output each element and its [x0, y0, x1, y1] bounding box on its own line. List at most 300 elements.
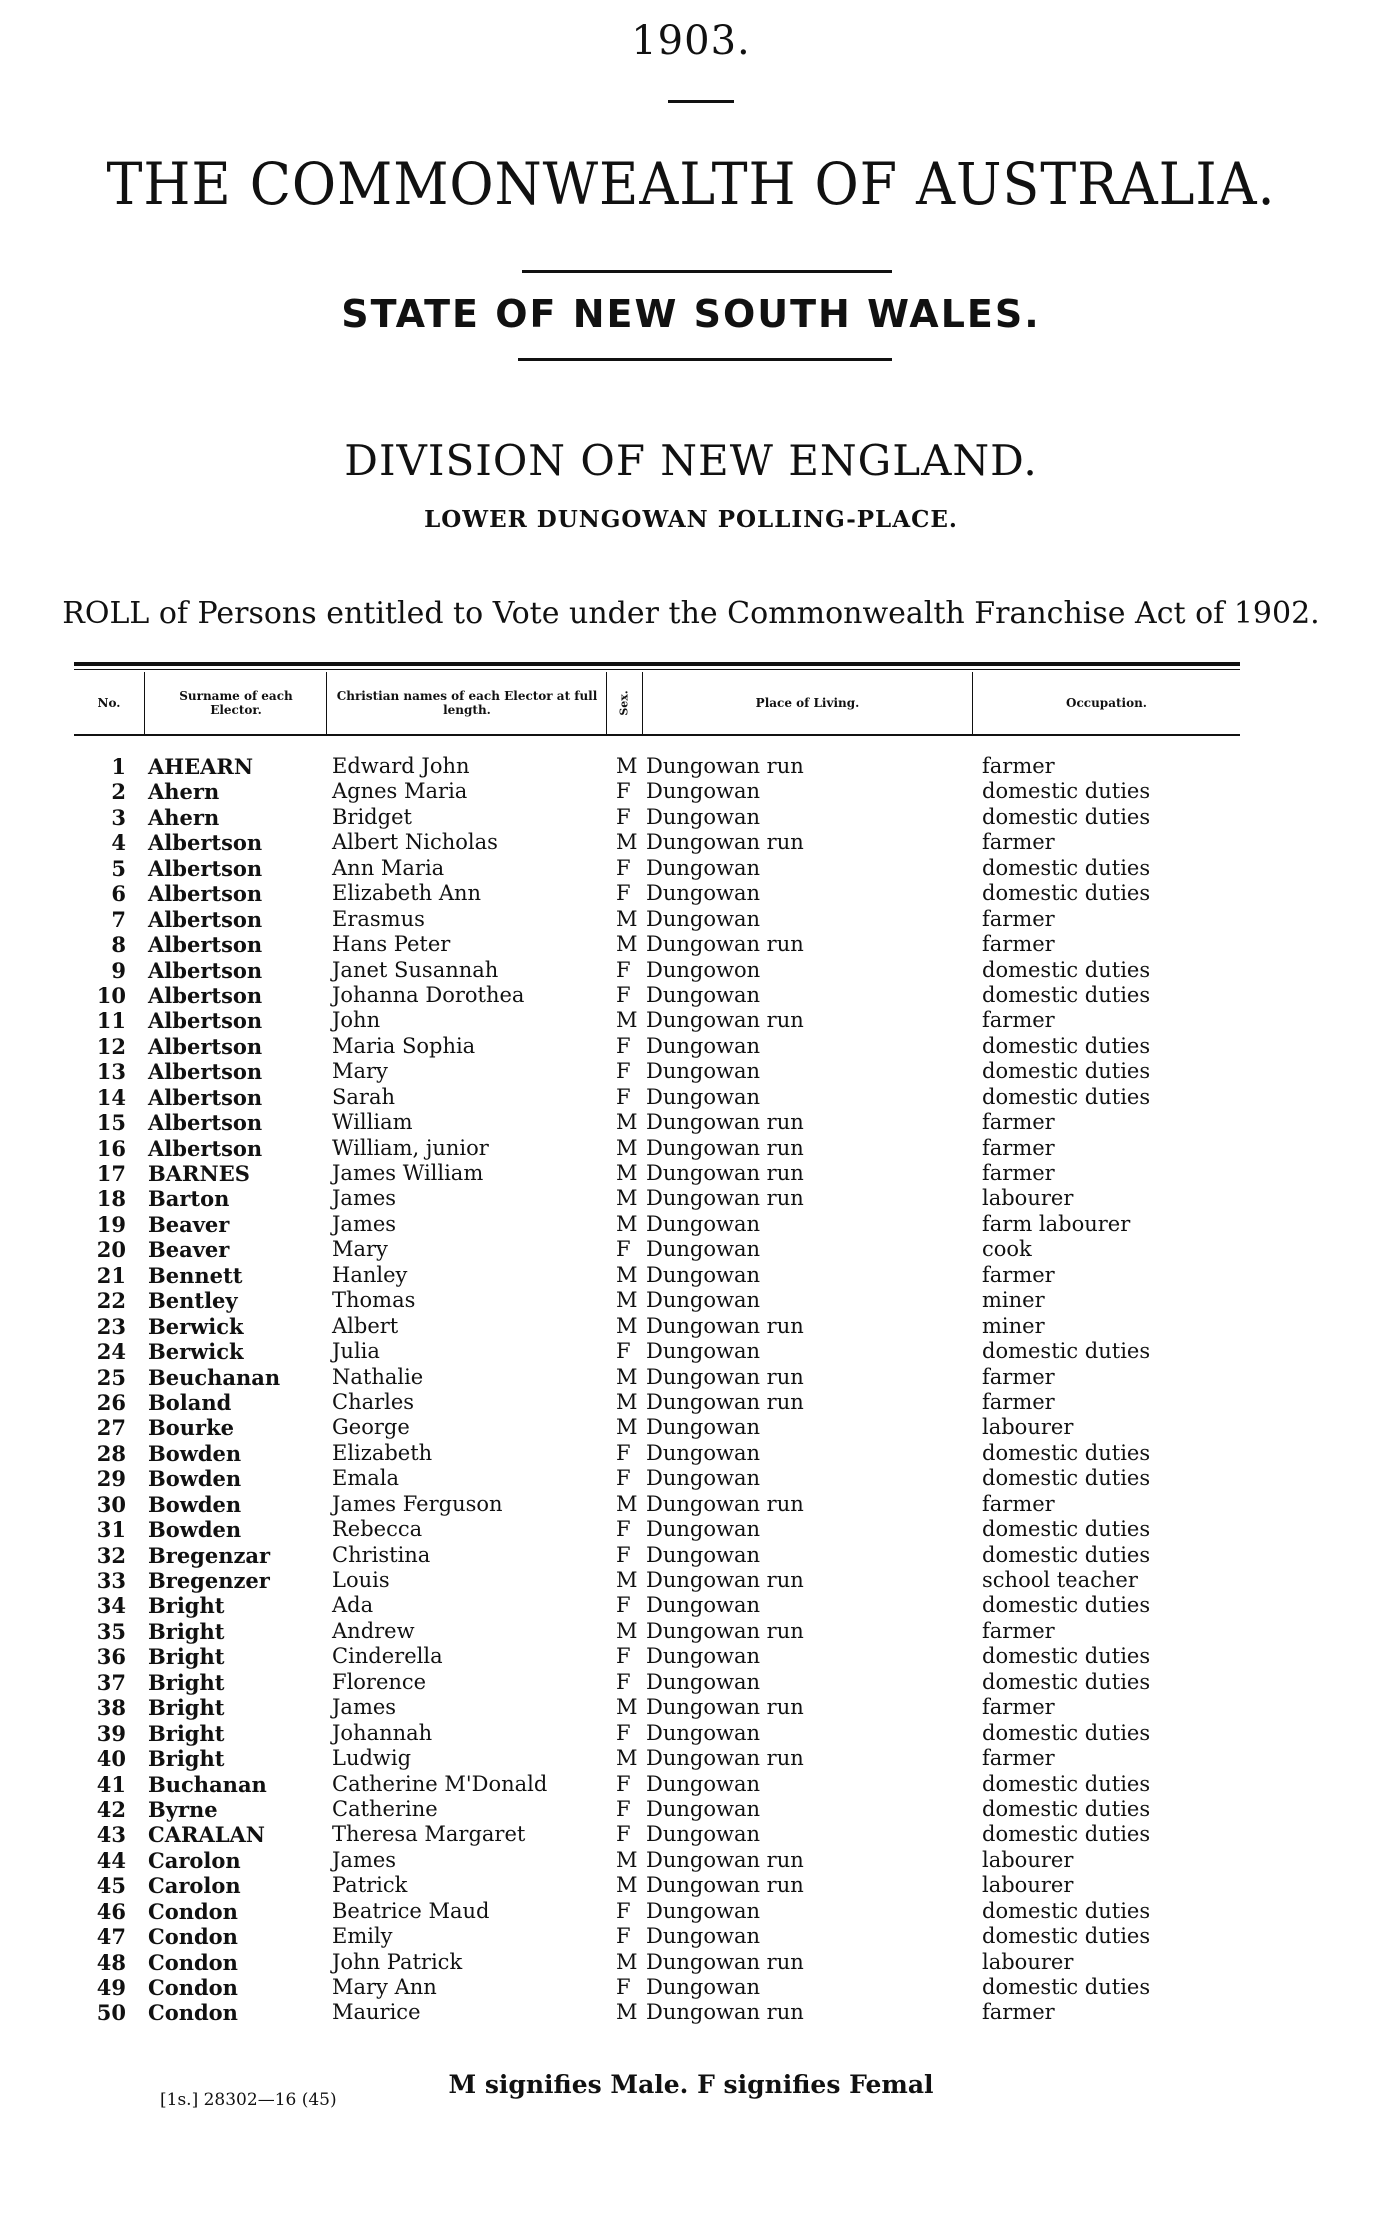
cell-occupation: farmer	[982, 1491, 1055, 1516]
cell-occupation: farmer	[982, 1364, 1055, 1389]
cell-surname: Bowden	[148, 1517, 242, 1543]
cell-place: Dungowan run	[646, 1008, 804, 1033]
table-row	[0, 1899, 1382, 1924]
cell-occupation: domestic duties	[982, 804, 1151, 829]
cell-occupation: domestic duties	[982, 1924, 1151, 1949]
cell-no: 49	[96, 1975, 126, 2000]
cell-place: Dungowan	[646, 1517, 760, 1542]
cell-surname: Albertson	[148, 932, 263, 958]
cell-no: 9	[111, 957, 126, 983]
print-reference: [1s.] 28302—16 (45)	[160, 2090, 337, 2110]
cell-place: Dungowan	[646, 1644, 760, 1669]
table-row	[0, 856, 1382, 881]
cell-no: 47	[96, 1924, 126, 1950]
cell-christian-names: Catherine	[332, 1796, 438, 1821]
cell-no: 17	[96, 1161, 126, 1186]
cell-christian-names: Maria Sophia	[332, 1033, 476, 1058]
cell-no: 35	[96, 1618, 126, 1644]
cell-place: Dungowan run	[646, 1568, 804, 1592]
cell-occupation: domestic duties	[982, 1033, 1151, 1058]
cell-sex: M	[616, 1491, 638, 1516]
table-rule-top	[74, 662, 1240, 666]
cell-sex: M	[616, 1110, 638, 1135]
cell-sex: M	[616, 1389, 638, 1414]
cell-sex: M	[616, 754, 638, 778]
cell-christian-names: Albert Nicholas	[332, 830, 498, 855]
table-row	[0, 907, 1382, 932]
cell-occupation: labourer	[982, 1186, 1074, 1211]
table-row	[0, 1136, 1382, 1161]
cell-surname: Bright	[148, 1720, 225, 1746]
cell-sex: F	[616, 1720, 631, 1745]
header-sex	[607, 672, 642, 734]
cell-sex: M	[616, 830, 638, 855]
cell-sex: M	[616, 1873, 638, 1898]
cell-place: Dungowan	[646, 1262, 760, 1287]
cell-surname: Albertson	[148, 957, 263, 983]
table-row	[0, 958, 1382, 983]
cell-christian-names: Patrick	[332, 1873, 408, 1898]
cell-occupation: labourer	[982, 1873, 1074, 1898]
cell-christian-names: Julia	[332, 1339, 380, 1364]
cell-no: 4	[111, 830, 126, 856]
header-christian-names: Christian names of each Elector at full length.	[336, 689, 598, 717]
cell-sex: F	[616, 1517, 631, 1542]
header-place: Place of Living.	[755, 696, 860, 710]
table-row	[0, 1822, 1382, 1847]
cell-surname: Albertson	[148, 1033, 263, 1059]
cell-sex: F	[616, 855, 631, 880]
cell-place: Dungowan run	[646, 1618, 804, 1643]
cell-place: Dungowan	[646, 1415, 760, 1440]
cell-sex: M	[616, 1568, 638, 1592]
cell-surname: Ahern	[148, 779, 220, 805]
cell-no: 2	[111, 779, 126, 805]
cell-sex: M	[616, 1211, 638, 1236]
cell-occupation: domestic duties	[982, 779, 1151, 804]
cell-no: 21	[96, 1262, 126, 1288]
cell-surname: Beuchanan	[148, 1364, 281, 1390]
table-row	[0, 1924, 1382, 1949]
cell-occupation: cook	[982, 1237, 1032, 1262]
table-row	[0, 805, 1382, 830]
cell-sex: F	[616, 1339, 631, 1364]
table-row	[0, 779, 1382, 804]
cell-occupation: domestic duties	[982, 1796, 1151, 1821]
cell-christian-names: Thomas	[332, 1288, 416, 1313]
table-row	[0, 1110, 1382, 1135]
cell-occupation: domestic duties	[982, 1898, 1151, 1923]
state-rule-top	[522, 270, 892, 273]
table-row	[0, 1644, 1382, 1669]
cell-place: Dungowan	[646, 1669, 760, 1694]
cell-no: 46	[96, 1898, 126, 1924]
table-row	[0, 1339, 1382, 1364]
cell-sex: F	[616, 1059, 631, 1084]
table-row	[0, 1848, 1382, 1873]
cell-no: 30	[96, 1491, 126, 1517]
cell-place: Dungowan run	[646, 1873, 804, 1898]
table-row	[0, 1186, 1382, 1211]
cell-occupation: labourer	[982, 1415, 1074, 1440]
cell-surname: Berwick	[148, 1339, 244, 1365]
column-divider	[144, 672, 145, 734]
cell-sex: M	[616, 1695, 638, 1720]
cell-place: Dungowan	[646, 982, 760, 1007]
cell-christian-names: William	[332, 1110, 413, 1135]
cell-christian-names: Agnes Maria	[332, 779, 468, 804]
cell-surname: Albertson	[148, 1110, 263, 1136]
cell-no: 37	[96, 1669, 126, 1695]
cell-christian-names: Maurice	[332, 2000, 421, 2025]
cell-occupation: farmer	[982, 1618, 1055, 1643]
cell-christian-names: Emala	[332, 1466, 399, 1491]
cell-surname: CARALAN	[148, 1822, 266, 1848]
table-row	[0, 1873, 1382, 1898]
header-sex-label: Sex.	[617, 690, 631, 716]
cell-no: 15	[96, 1110, 126, 1136]
table-header-rule-bottom	[74, 734, 1240, 736]
cell-christian-names: Louis	[332, 1568, 390, 1592]
cell-christian-names: Andrew	[332, 1618, 415, 1643]
state-rule-bottom	[518, 358, 892, 361]
cell-no: 40	[96, 1746, 126, 1772]
cell-occupation: domestic duties	[982, 1593, 1151, 1618]
cell-place: Dungowan	[646, 1288, 760, 1313]
table-row	[0, 1492, 1382, 1517]
cell-surname: Albertson	[148, 1008, 263, 1034]
cell-christian-names: Mary	[332, 1237, 388, 1262]
cell-christian-names: Emily	[332, 1924, 393, 1949]
cell-christian-names: George	[332, 1415, 410, 1440]
cell-no: 41	[96, 1771, 126, 1797]
cell-place: Dungowan run	[646, 1161, 804, 1185]
cell-no: 14	[96, 1084, 126, 1110]
cell-place: Dungowan run	[646, 830, 804, 855]
cell-surname: Bowden	[148, 1491, 242, 1517]
table-row	[0, 1466, 1382, 1491]
cell-no: 8	[111, 932, 126, 958]
cell-no: 34	[96, 1593, 126, 1619]
cell-occupation: farmer	[982, 1389, 1055, 1414]
cell-surname: Condon	[148, 2000, 238, 2026]
cell-no: 22	[96, 1288, 126, 1314]
table-row	[0, 1212, 1382, 1237]
cell-christian-names: Edward John	[332, 754, 470, 778]
cell-surname: Albertson	[148, 855, 263, 881]
cell-sex: F	[616, 1237, 631, 1262]
cell-surname: Bregenzer	[148, 1568, 270, 1593]
cell-place: Dungowan	[646, 1440, 760, 1465]
table-row	[0, 1263, 1382, 1288]
cell-sex: M	[616, 1847, 638, 1872]
cell-surname: Bregenzar	[148, 1542, 271, 1568]
cell-sex: F	[616, 982, 631, 1007]
cell-place: Dungowan	[646, 1975, 760, 1999]
cell-occupation: labourer	[982, 1847, 1074, 1872]
cell-no: 25	[96, 1364, 126, 1390]
cell-christian-names: Ludwig	[332, 1746, 412, 1771]
cell-sex: F	[616, 1898, 631, 1923]
cell-no: 18	[96, 1186, 126, 1212]
cell-place: Dungowan run	[646, 932, 804, 957]
table-row	[0, 1568, 1382, 1593]
cell-sex: F	[616, 1924, 631, 1949]
header-occupation: Occupation.	[1066, 696, 1147, 710]
cell-sex: M	[616, 1313, 638, 1338]
table-row	[0, 1441, 1382, 1466]
cell-christian-names: Hans Peter	[332, 932, 451, 957]
cell-sex: M	[616, 1161, 638, 1185]
cell-surname: Bright	[148, 1695, 225, 1721]
cell-no: 5	[111, 855, 126, 881]
cell-christian-names: Ann Maria	[332, 855, 445, 880]
cell-place: Dungowan	[646, 1237, 760, 1262]
cell-occupation: farm labourer	[982, 1211, 1131, 1236]
cell-place: Dungowan run	[646, 1186, 804, 1211]
header-no: No.	[97, 696, 121, 710]
cell-no: 33	[96, 1568, 126, 1593]
table-row	[0, 881, 1382, 906]
cell-no: 20	[96, 1237, 126, 1263]
cell-occupation: domestic duties	[982, 1339, 1151, 1364]
cell-surname: Boland	[148, 1389, 232, 1415]
cell-surname: Bentley	[148, 1288, 238, 1314]
cell-no: 32	[96, 1542, 126, 1568]
cell-christian-names: Ada	[332, 1593, 374, 1618]
cell-christian-names: Mary Ann	[332, 1975, 437, 1999]
cell-surname: Albertson	[148, 1135, 263, 1161]
cell-place: Dungowan	[646, 804, 760, 829]
cell-place: Dungowan run	[646, 1746, 804, 1771]
table-row	[0, 2000, 1382, 2025]
cell-place: Dungowan	[646, 779, 760, 804]
cell-occupation: domestic duties	[982, 1440, 1151, 1465]
cell-place: Dungowan	[646, 1924, 760, 1949]
cell-place: Dungowan run	[646, 1364, 804, 1389]
cell-surname: Albertson	[148, 906, 263, 932]
cell-occupation: farmer	[982, 754, 1055, 778]
cell-occupation: domestic duties	[982, 1466, 1151, 1491]
cell-place: Dungowan run	[646, 1949, 804, 1974]
cell-sex: M	[616, 1135, 638, 1160]
division-heading: DIVISION OF NEW ENGLAND.	[344, 436, 1038, 485]
table-row	[0, 1619, 1382, 1644]
cell-no: 43	[96, 1822, 126, 1848]
cell-sex: M	[616, 932, 638, 957]
cell-occupation: domestic duties	[982, 1542, 1151, 1567]
table-row	[0, 983, 1382, 1008]
table-row	[0, 1746, 1382, 1771]
cell-christian-names: Sarah	[332, 1084, 395, 1109]
cell-occupation: farmer	[982, 1746, 1055, 1771]
cell-surname: Beaver	[148, 1237, 230, 1263]
cell-surname: Albertson	[148, 1084, 263, 1110]
cell-place: Dungowan	[646, 1796, 760, 1821]
commonwealth-heading: THE COMMONWEALTH OF AUSTRALIA.	[106, 150, 1276, 218]
cell-no: 50	[96, 2000, 126, 2026]
cell-christian-names: James	[332, 1186, 397, 1211]
table-row	[0, 830, 1382, 855]
cell-christian-names: James William	[332, 1161, 484, 1185]
cell-christian-names: Nathalie	[332, 1364, 424, 1389]
cell-occupation: farmer	[982, 906, 1055, 931]
column-divider	[326, 672, 327, 734]
cell-place: Dungowan	[646, 1771, 760, 1796]
cell-no: 29	[96, 1466, 126, 1492]
cell-place: Dungowan	[646, 855, 760, 880]
cell-sex: F	[616, 1440, 631, 1465]
table-row	[0, 1237, 1382, 1262]
cell-occupation: domestic duties	[982, 855, 1151, 880]
cell-surname: Barton	[148, 1186, 230, 1212]
cell-sex: F	[616, 1033, 631, 1058]
cell-no: 31	[96, 1517, 126, 1543]
cell-occupation: miner	[982, 1313, 1045, 1338]
cell-occupation: farmer	[982, 1110, 1055, 1135]
cell-christian-names: John Patrick	[332, 1949, 463, 1974]
table-row	[0, 754, 1382, 779]
cell-surname: Albertson	[148, 982, 263, 1008]
cell-christian-names: James	[332, 1695, 397, 1720]
cell-no: 42	[96, 1796, 126, 1822]
cell-surname: Bourke	[148, 1415, 234, 1441]
table-row	[0, 1034, 1382, 1059]
cell-no: 44	[96, 1847, 126, 1873]
cell-no: 28	[96, 1440, 126, 1466]
cell-sex: F	[616, 881, 631, 906]
state-heading: STATE OF NEW SOUTH WALES.	[341, 292, 1041, 336]
cell-sex: M	[616, 1415, 638, 1440]
cell-occupation: labourer	[982, 1949, 1074, 1974]
cell-occupation: farmer	[982, 1135, 1055, 1160]
cell-surname: Berwick	[148, 1313, 244, 1339]
table-row	[0, 1161, 1382, 1186]
cell-place: Dungowan	[646, 1339, 760, 1364]
cell-place: Dungowan run	[646, 1389, 804, 1414]
table-row	[0, 1517, 1382, 1542]
table-row	[0, 1390, 1382, 1415]
cell-occupation: domestic duties	[982, 982, 1151, 1007]
table-row	[0, 1721, 1382, 1746]
cell-no: 24	[96, 1339, 126, 1365]
cell-christian-names: John	[332, 1008, 381, 1033]
cell-place: Dungowan	[646, 1033, 760, 1058]
cell-surname: Bennett	[148, 1262, 243, 1288]
cell-place: Dungowan run	[646, 1847, 804, 1872]
cell-sex: F	[616, 957, 631, 982]
document-year: 1903.	[631, 18, 751, 64]
table-row	[0, 1670, 1382, 1695]
cell-place: Dungowan run	[646, 1110, 804, 1135]
cell-surname: Bowden	[148, 1466, 242, 1492]
cell-place: Dungowan	[646, 1822, 760, 1847]
cell-occupation: domestic duties	[982, 957, 1151, 982]
cell-place: Dungowan	[646, 1084, 760, 1109]
roll-title: ROLL of Persons entitled to Vote under the Commonwealth Franchise Act of 1902.	[62, 596, 1320, 631]
cell-sex: M	[616, 1262, 638, 1287]
cell-christian-names: Albert	[332, 1313, 399, 1338]
cell-sex: F	[616, 1542, 631, 1567]
cell-occupation: domestic duties	[982, 1644, 1151, 1669]
cell-place: Dungowan	[646, 1720, 760, 1745]
cell-surname: Carolon	[148, 1847, 241, 1873]
cell-sex: F	[616, 1771, 631, 1796]
table-rule-top-thin	[74, 669, 1240, 670]
table-row	[0, 1950, 1382, 1975]
table-row	[0, 1365, 1382, 1390]
cell-place: Dungowan run	[646, 754, 804, 778]
cell-occupation: farmer	[982, 830, 1055, 855]
polling-place-heading: LOWER DUNGOWAN POLLING-PLACE.	[424, 506, 958, 533]
table-row	[0, 1695, 1382, 1720]
cell-christian-names: Janet Susannah	[332, 957, 499, 982]
cell-place: Dungowan	[646, 906, 760, 931]
cell-no: 12	[96, 1033, 126, 1059]
cell-place: Dungowan run	[646, 1695, 804, 1720]
table-row	[0, 1797, 1382, 1822]
cell-no: 36	[96, 1644, 126, 1670]
cell-occupation: farmer	[982, 1161, 1055, 1185]
table-row	[0, 1543, 1382, 1568]
cell-sex: M	[616, 1746, 638, 1771]
table-row	[0, 1415, 1382, 1440]
electoral-roll-entries	[0, 754, 1382, 2026]
cell-sex: M	[616, 1008, 638, 1033]
cell-sex: F	[616, 1644, 631, 1669]
cell-surname: Condon	[148, 1924, 238, 1950]
cell-christian-names: Florence	[332, 1669, 427, 1694]
cell-christian-names: Mary	[332, 1059, 388, 1084]
cell-place: Dungowan	[646, 1593, 760, 1618]
cell-occupation: farmer	[982, 2000, 1055, 2025]
cell-surname: Bright	[148, 1618, 225, 1644]
cell-christian-names: James	[332, 1847, 397, 1872]
cell-surname: Albertson	[148, 830, 263, 856]
table-row	[0, 1314, 1382, 1339]
cell-surname: Carolon	[148, 1873, 241, 1899]
cell-surname: Bowden	[148, 1440, 242, 1466]
cell-occupation: domestic duties	[982, 1517, 1151, 1542]
cell-christian-names: Johanna Dorothea	[332, 982, 525, 1007]
cell-occupation: domestic duties	[982, 1669, 1151, 1694]
cell-place: Dungowan run	[646, 2000, 804, 2025]
cell-no: 23	[96, 1313, 126, 1339]
cell-place: Dungowan run	[646, 1135, 804, 1160]
cell-surname: Bright	[148, 1669, 225, 1695]
cell-no: 19	[96, 1211, 126, 1237]
cell-no: 26	[96, 1389, 126, 1415]
cell-sex: F	[616, 1669, 631, 1694]
cell-christian-names: James	[332, 1211, 397, 1236]
cell-christian-names: Cinderella	[332, 1644, 443, 1669]
cell-occupation: domestic duties	[982, 881, 1151, 906]
cell-occupation: domestic duties	[982, 1084, 1151, 1109]
cell-no: 16	[96, 1135, 126, 1161]
cell-christian-names: Rebecca	[332, 1517, 423, 1542]
cell-surname: Bright	[148, 1593, 225, 1619]
cell-christian-names: Theresa Margaret	[332, 1822, 526, 1847]
cell-sex: F	[616, 1796, 631, 1821]
cell-sex: F	[616, 1084, 631, 1109]
table-row	[0, 1975, 1382, 2000]
cell-christian-names: Bridget	[332, 804, 412, 829]
header-surname: Surname of each Elector.	[179, 689, 293, 717]
cell-sex: F	[616, 1822, 631, 1847]
cell-surname: Albertson	[148, 1059, 263, 1085]
cell-surname: Bright	[148, 1746, 225, 1772]
cell-no: 11	[96, 1008, 126, 1034]
